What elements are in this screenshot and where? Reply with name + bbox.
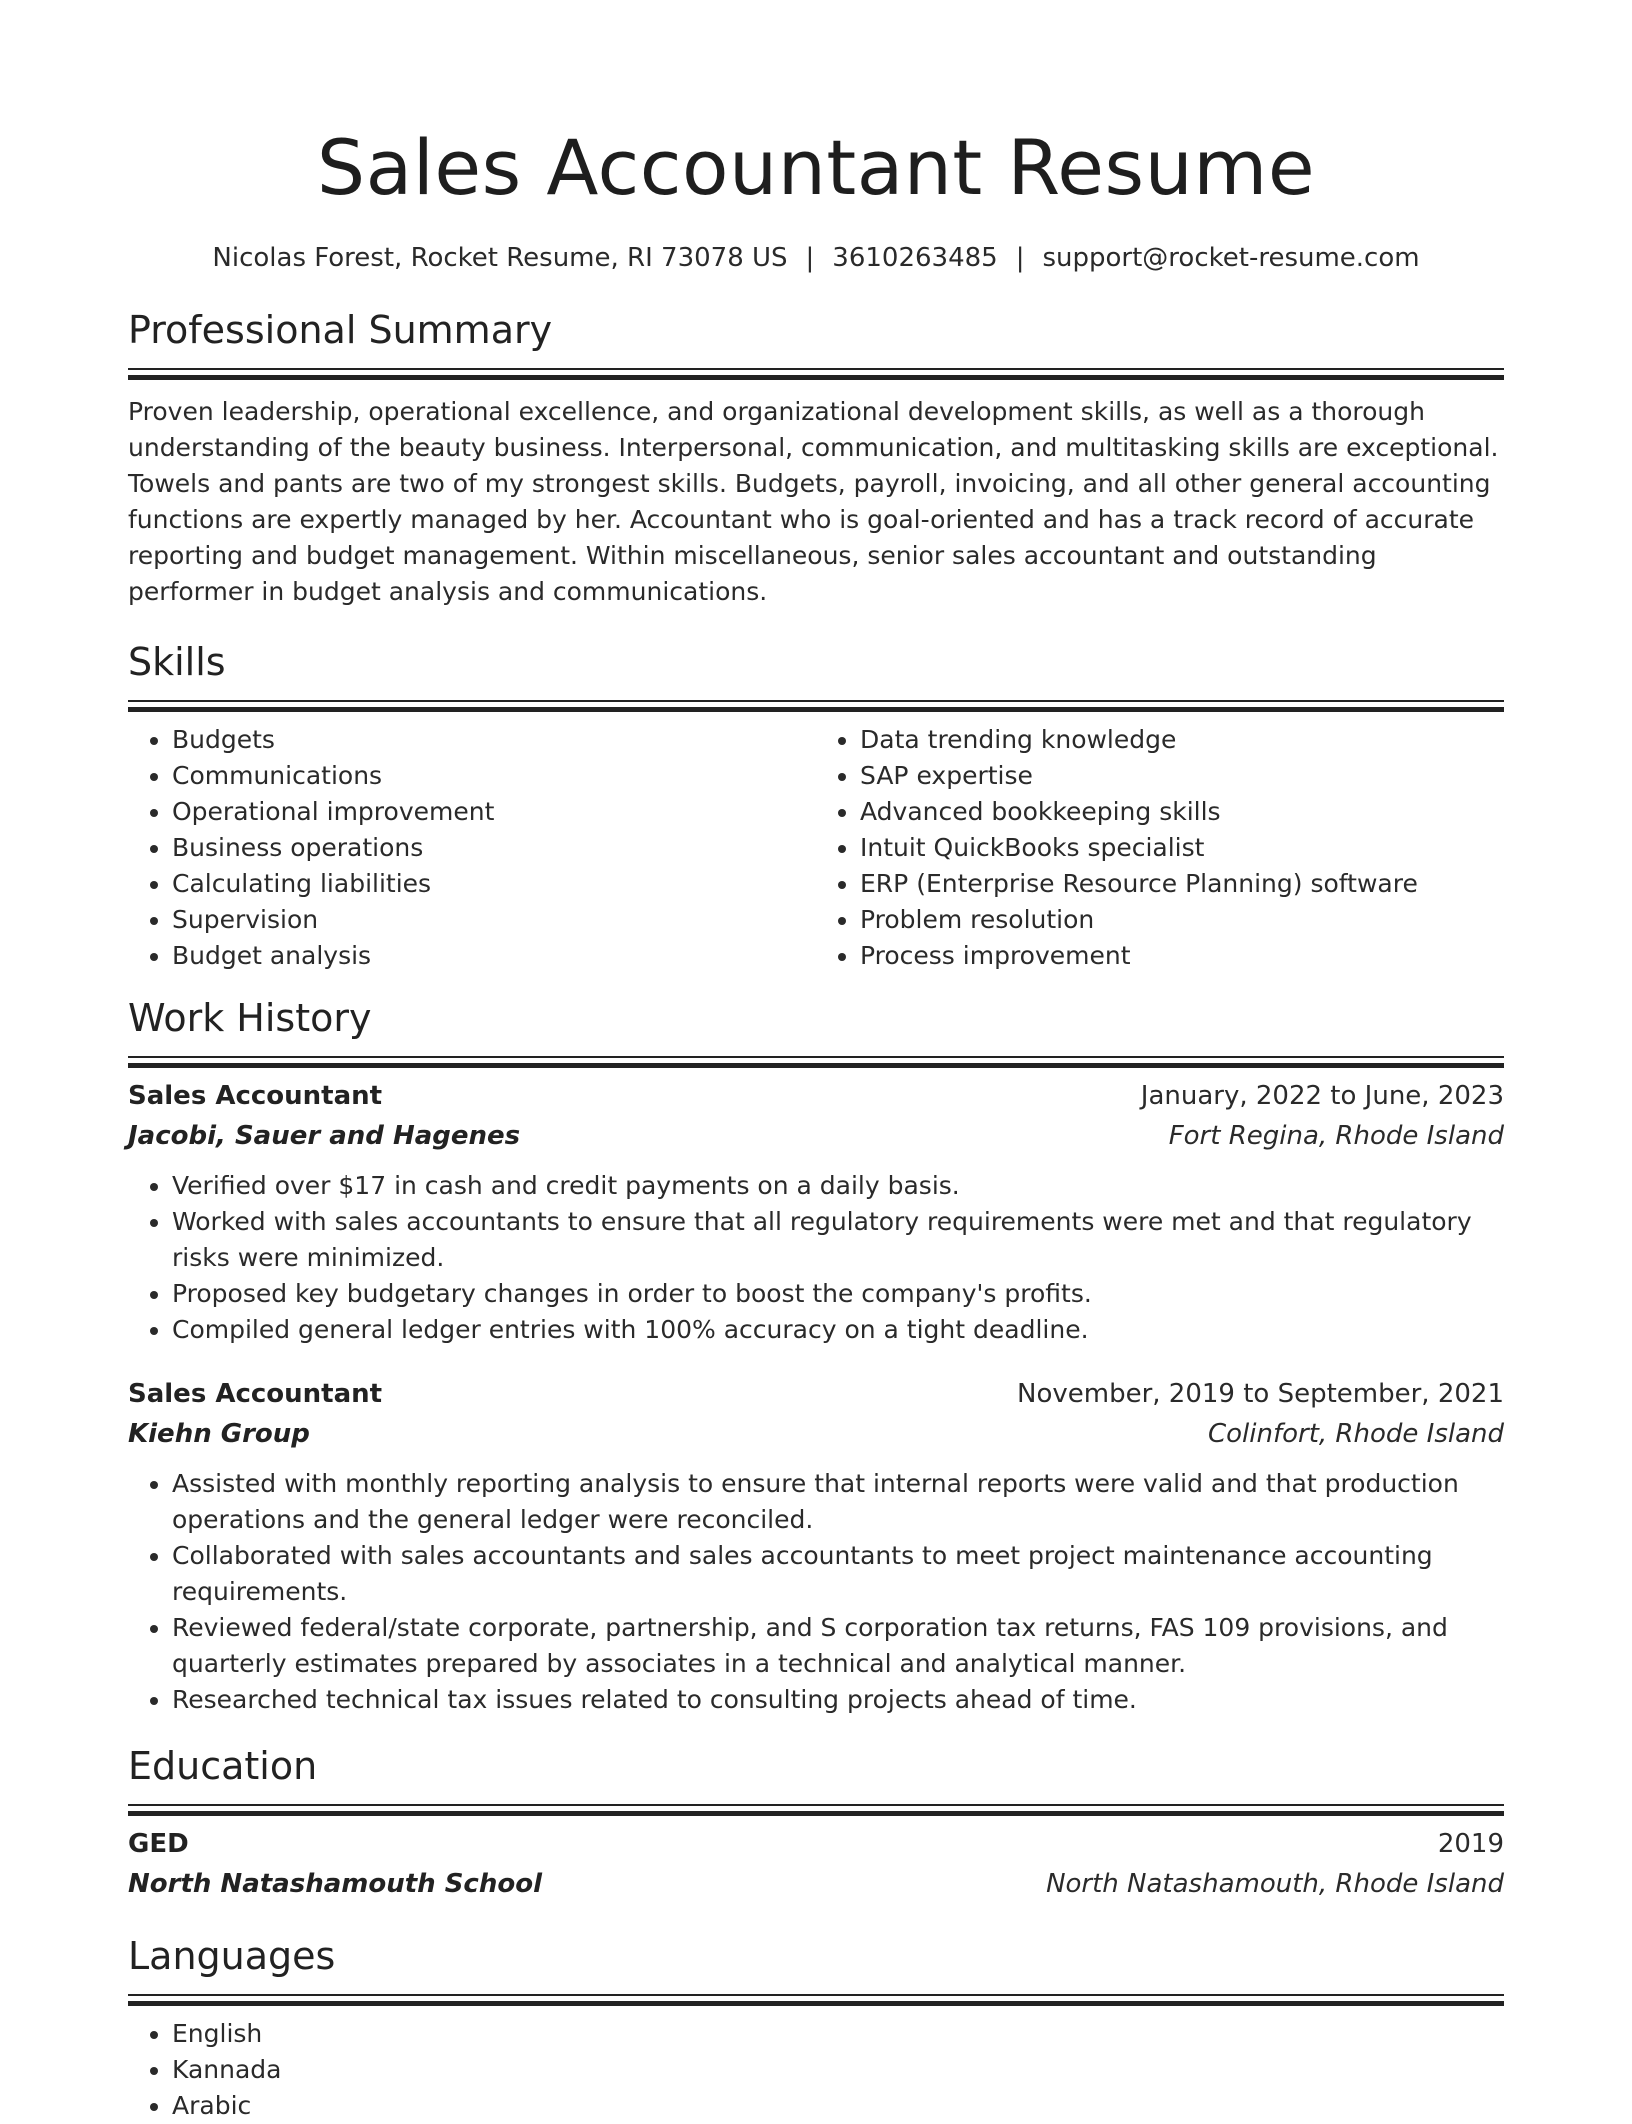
- contact-address: Nicolas Forest, Rocket Resume, RI 73078 US: [212, 243, 788, 273]
- job-dates: January, 2022 to June, 2023: [1140, 1081, 1504, 1111]
- summary-text: Proven leadership, operational excellence, and organizational development skills, as well as a thorough understanding of the beauty business. Interpersonal, communication, and multitasking skills are exceptional. Towels and pants are two of my strongest skills. Budgets, payroll, invoicing, and all other general accounting functions are expertly managed by her. Accountant who is goal-oriented and has a track record of accurate reporting and budget management. Within miscellaneous, senior sales accountant and outstanding performer in budget analysis and communications.: [128, 397, 1499, 606]
- skills-list-left: [128, 722, 816, 974]
- job-bullet: • Collaborated with sales accountants and sales accountants to meet project maintenance accounting requirements.: [172, 1538, 1504, 1610]
- job-bullet: • Worked with sales accountants to ensure that all regulatory requirements were met and that regulatory risks were minimized.: [172, 1204, 1504, 1276]
- job-location: Fort Regina, Rhode Island: [1168, 1121, 1504, 1151]
- skill-item: • Supervision: [172, 902, 816, 938]
- job-dates: November, 2019 to September, 2021: [1017, 1379, 1504, 1409]
- section-heading-summary: Professional Summary: [128, 308, 553, 352]
- job-entry: [128, 1076, 1504, 1348]
- education-school: North Natashamouth School: [128, 1869, 542, 1899]
- language-item: • English: [172, 2016, 1504, 2052]
- job-company: Jacobi, Sauer and Hagenes: [128, 1121, 521, 1151]
- languages-section: [128, 1932, 1504, 2124]
- skill-item: • Business operations: [172, 830, 816, 866]
- section-heading-languages: Languages: [128, 1934, 336, 1978]
- skill-item: • Intuit QuickBooks specialist: [860, 830, 1504, 866]
- contact-phone: 3610263485: [832, 243, 998, 273]
- job-header: [128, 1374, 1504, 1414]
- education-header: [128, 1824, 1504, 1864]
- job-header: [128, 1076, 1504, 1116]
- skills-columns: [128, 722, 1504, 974]
- skill-item: • Data trending knowledge: [860, 722, 1504, 758]
- section-divider: [128, 1056, 1504, 1066]
- skills-list-right: [816, 722, 1504, 974]
- contact-email[interactable]: support@rocket-resume.com: [1042, 243, 1420, 273]
- job-bullet: • Reviewed federal/state corporate, partnership, and S corporation tax returns, FAS 109 provisions, and quarterly estimates prepared by associates in a technical and analytical manner.: [172, 1610, 1504, 1682]
- skill-item: • Calculating liabilities: [172, 866, 816, 902]
- job-entry: [128, 1374, 1504, 1718]
- language-item: • Kannada: [172, 2052, 1504, 2088]
- education-location: North Natashamouth, Rhode Island: [1046, 1869, 1504, 1899]
- contact-separator: |: [1015, 243, 1025, 273]
- skill-item: • Budget analysis: [172, 938, 816, 974]
- section-heading-skills: Skills: [128, 640, 226, 684]
- job-bullet: • Assisted with monthly reporting analysis to ensure that internal reports were valid and that production operations and the general ledger were reconciled.: [172, 1466, 1504, 1538]
- job-subheader: [128, 1414, 1504, 1454]
- section-heading-education: Education: [128, 1744, 318, 1788]
- contact-separator: |: [805, 243, 815, 273]
- section-divider: [128, 368, 1504, 378]
- contact-line: [128, 240, 1504, 276]
- education-year: 2019: [1437, 1829, 1504, 1859]
- section-divider: [128, 700, 1504, 710]
- skill-item: • Communications: [172, 758, 816, 794]
- job-company: Kiehn Group: [128, 1419, 310, 1449]
- languages-list: [128, 2016, 1504, 2124]
- skill-item: • Advanced bookkeeping skills: [860, 794, 1504, 830]
- job-bullets: [128, 1168, 1504, 1348]
- job-bullets: [128, 1466, 1504, 1718]
- section-divider: [128, 1994, 1504, 2004]
- section-divider: [128, 1804, 1504, 1814]
- job-bullet: • Researched technical tax issues related to consulting projects ahead of time.: [172, 1682, 1504, 1718]
- section-heading-work: Work History: [128, 996, 372, 1040]
- skill-item: • Problem resolution: [860, 902, 1504, 938]
- job-bullet: • Verified over $17 in cash and credit payments on a daily basis.: [172, 1168, 1504, 1204]
- job-subheader: [128, 1116, 1504, 1156]
- summary-section: [128, 306, 1504, 610]
- education-section: [128, 1742, 1504, 1904]
- skill-item: • Budgets: [172, 722, 816, 758]
- job-bullet: • Proposed key budgetary changes in order to boost the company's profits.: [172, 1276, 1504, 1312]
- skill-item: • Operational improvement: [172, 794, 816, 830]
- job-title: Sales Accountant: [128, 1379, 383, 1409]
- skill-item: • Process improvement: [860, 938, 1504, 974]
- resume-title: Sales Accountant Resume: [316, 123, 1316, 212]
- language-item: • Arabic: [172, 2088, 1504, 2124]
- job-bullet: • Compiled general ledger entries with 100% accuracy on a tight deadline.: [172, 1312, 1504, 1348]
- job-title: Sales Accountant: [128, 1081, 383, 1111]
- work-section: [128, 994, 1504, 1718]
- skills-section: [128, 638, 1504, 974]
- education-degree: GED: [128, 1829, 189, 1859]
- education-subheader: [128, 1864, 1504, 1904]
- job-location: Colinfort, Rhode Island: [1207, 1419, 1504, 1449]
- skill-item: • SAP expertise: [860, 758, 1504, 794]
- skill-item: • ERP (Enterprise Resource Planning) software: [860, 866, 1504, 902]
